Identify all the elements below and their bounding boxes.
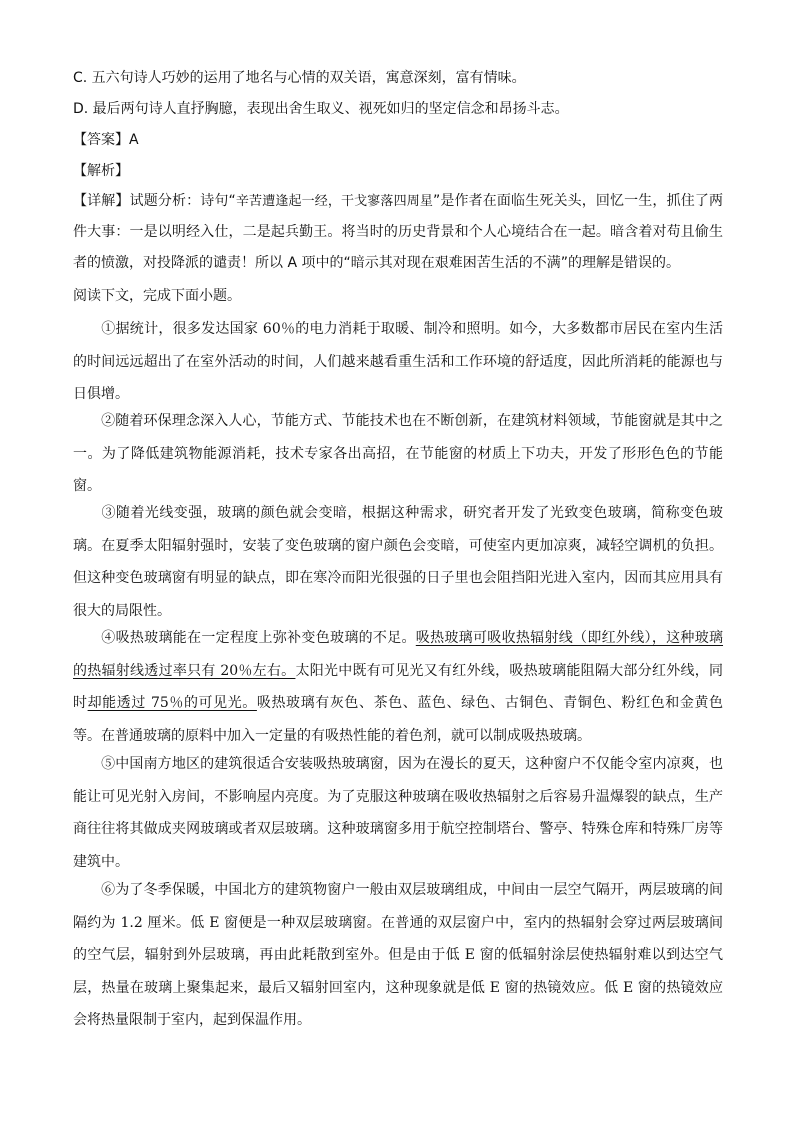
passage-paragraph-5 xyxy=(73,748,723,878)
passage-p3-text: ③随着光线变强，玻璃的颜色就会变暗，根据这种需求，研究者开发了光致变色玻璃，简称变色玻璃。在夏季太阳辐射强时，安装了变色玻璃的窗户颜色会变暗，可使室内更加凉爽，减轻空调机的负担。但这种变色玻璃窗有明显的缺点，即在寒冷而阳光很强的日子里也会阻挡阳光进入室内，因而其应用具有很大的局限性。 xyxy=(73,505,723,619)
option-c: C. 五六句诗人巧妙的运用了地名与心情的双关语，寓意深刻，富有情味。 xyxy=(73,70,526,86)
passage-p2-text: ②随着环保理念深入人心，节能方式、节能技术也在不断创新，在建筑材料领域，节能窗就是其中之一。为了降低建筑物能源消耗，技术专家各出高招，在节能窗的材质上下功夫，开发了形形色色的节能窗。 xyxy=(73,413,723,494)
detail-quote: 辛苦遭逢起一经，干戈寥落四周星 xyxy=(235,194,433,209)
passage-p4-underlined-1: 吸热玻璃可吸收热辐射线（即红外线），这种玻璃的热辐射线透过率只有 20％左右。 xyxy=(73,630,724,679)
passage-p4-underlined-2: 却能透过 75％的可见光。 xyxy=(87,695,257,711)
passage-p4-text-a: ④吸热玻璃能在一定程度上弥补变色玻璃的不足。 xyxy=(101,630,416,646)
detail-paragraph xyxy=(73,186,723,279)
answer-line xyxy=(73,130,139,150)
passage-p4-text-c: 吸热玻璃有灰色、茶色、蓝色、绿色、古铜色、青铜色、粉红色和金黄色等。在普通玻璃的原料中加入一定量的有吸热性能的着色剂，就可以制成吸热玻璃。 xyxy=(73,695,724,744)
option-d: D. 最后两句诗人直抒胸臆，表现出舍生取义、视死如归的坚定信念和昂扬斗志。 xyxy=(73,101,569,117)
answer-value: A xyxy=(129,132,139,148)
passage-paragraph-6 xyxy=(73,874,723,1037)
analysis-label: 【解析】 xyxy=(73,163,129,179)
passage-paragraph-1 xyxy=(73,313,723,411)
passage-p5-text: ⑤中国南方地区的建筑很适合安装吸热玻璃窗，因为在漫长的夏天，这种窗户不仅能令室内凉爽，也能让可见光射入房间，不影响屋内亮度。为了克服这种玻璃在吸收热辐射之后容易升温爆裂的缺点，生产商往往将其做成夹网玻璃或者双层玻璃。这种玻璃窗多用于航空控制塔台、警亭、特殊仓库和特殊厂房等建筑中。 xyxy=(73,756,723,870)
detail-label: 【详解】 xyxy=(73,193,130,209)
passage-p1-text: ①据统计，很多发达国家 60％的电力消耗于取暖、制冷和照明。如今，大多数都市居民在室内生活的时间远远超出了在室外活动的时间，人们越来越看重生活和工作环境的舒适度，因此所消耗的能源也与日俱增。 xyxy=(73,321,723,402)
instruction: 阅读下文，完成下面小题。 xyxy=(73,288,241,304)
passage-paragraph-3 xyxy=(73,497,723,627)
detail-text-b: ”是作者在面临生死关头，回忆一生，抓住了两件大事：一是以明经入仕，二是起兵勤王。将当时的历史背景和个人心境结合在一起。暗含着对苟且偷生者的愤激，对投降派的谴责！所以 A 项中的“暗示其对现在艰难困苦生活的不满”的理解是错误的。 xyxy=(73,193,723,271)
detail-text-a: 试题分析：诗句“ xyxy=(129,193,236,209)
passage-p4-text-b: 太阳光中既有可见光又有红外线，吸热玻璃能阻隔大部分红外线，同时 xyxy=(73,662,723,711)
answer-label: 【答案】 xyxy=(73,132,129,148)
passage-paragraph-4 xyxy=(73,622,723,752)
passage-p6-text: ⑥为了冬季保暖，中国北方的建筑物窗户一般由双层玻璃组成，中间由一层空气隔开，两层玻璃的间隔约为 1.2 厘米。低 E 窗便是一种双层玻璃窗。在普通的双层窗户中，室内的热辐射会穿过两层玻璃间的空气层，辐射到外层玻璃，再由此耗散到室外。但是由于低 E 窗的低辐射涂层使热辐射难以到达空气层，热量在玻璃上聚集起来，最后又辐射回室内，这种现象就是低 E 窗的热镜效应。低 E 窗的热镜效应会将热量限制于室内，起到保温作用。 xyxy=(73,882,723,1028)
passage-paragraph-2 xyxy=(73,405,723,503)
